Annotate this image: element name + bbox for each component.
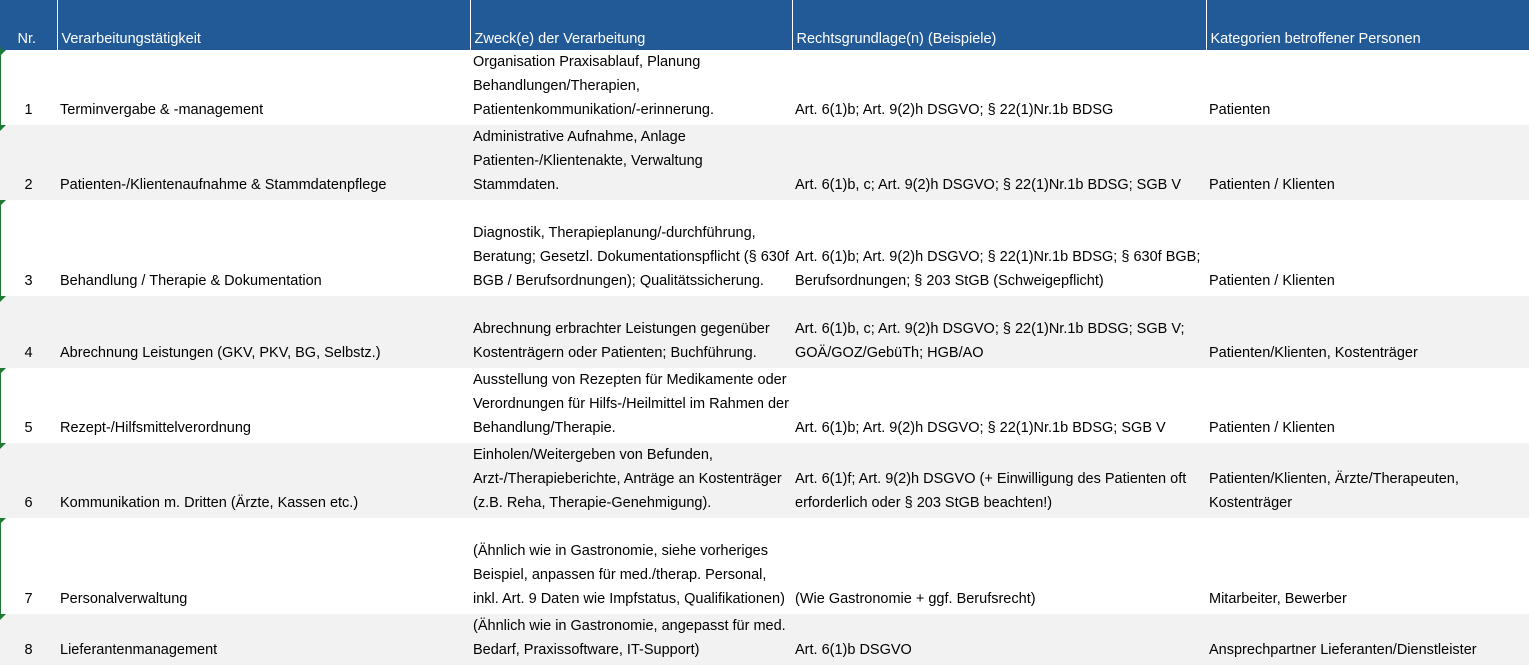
table-row <box>0 518 1529 614</box>
cell-purpose[interactable]: (Ähnlich wie in Gastronomie, angepasst für med. Bedarf, Praxissoftware, IT-Support) <box>470 614 792 665</box>
cell-activity[interactable]: Terminvergabe & -management <box>60 102 264 118</box>
header-persons[interactable]: Kategorien betroffener Personen <box>1206 0 1529 50</box>
cell-persons[interactable]: Mitarbeiter, Bewerber <box>1209 591 1347 607</box>
cell-legal[interactable]: Art. 6(1)f; Art. 9(2)h DSGVO (+ Einwilligung des Patienten oft erforderlich oder § 203 StGB beachten!) <box>792 443 1206 518</box>
table-row <box>0 614 1529 665</box>
cell-purpose[interactable]: Diagnostik, Therapieplanung/-durchführung, Beratung; Gesetzl. Dokumentationspflicht (§ 630f BGB / Berufsordnungen); Qualitätssicherung. <box>473 225 789 289</box>
cell-activity[interactable]: Abrechnung Leistungen (GKV, PKV, BG, Selbstz.) <box>57 296 470 368</box>
cell-nr[interactable]: 2 <box>0 125 57 200</box>
cell-nr[interactable]: 7 <box>0 518 57 614</box>
cell-purpose[interactable]: Einholen/Weitergeben von Befunden, Arzt-/Therapieberichte, Anträge an Kostenträger (z.B. Reha, Therapie-Genehmigung). <box>470 443 792 518</box>
cell-activity[interactable]: Rezept-/Hilfsmittelverordnung <box>60 420 251 436</box>
header-legal[interactable]: Rechtsgrundlage(n) (Beispiele) <box>792 0 1206 50</box>
table-row <box>0 296 1529 368</box>
cell-legal[interactable]: Art. 6(1)b; Art. 9(2)h DSGVO; § 22(1)Nr.1b BDSG; § 630f BGB; Berufsordnungen; § 203 StGB (Schweigepflicht) <box>795 249 1201 289</box>
cell-purpose[interactable]: Organisation Praxisablauf, Planung Behandlungen/Therapien, Patientenkommunikation/-erinnerung. <box>473 54 714 118</box>
cell-legal[interactable]: Art. 6(1)b DSGVO <box>792 614 1206 665</box>
cell-persons[interactable]: Patienten/Klienten, Kostenträger <box>1206 296 1529 368</box>
cell-nr[interactable]: 5 <box>0 368 57 443</box>
table-row <box>0 50 1529 125</box>
cell-legal[interactable]: Art. 6(1)b; Art. 9(2)h DSGVO; § 22(1)Nr.1b BDSG; SGB V <box>795 420 1166 436</box>
table-row <box>0 125 1529 200</box>
cell-activity[interactable]: Lieferantenmanagement <box>57 614 470 665</box>
header-nr[interactable]: Nr. <box>0 0 57 50</box>
cell-legal[interactable]: Art. 6(1)b, c; Art. 9(2)h DSGVO; § 22(1)Nr.1b BDSG; SGB V; GOÄ/GOZ/GebüTh; HGB/AO <box>792 296 1206 368</box>
table-row <box>0 368 1529 443</box>
cell-nr[interactable]: 6 <box>0 443 57 518</box>
cell-nr[interactable]: 3 <box>0 200 57 296</box>
cell-activity[interactable]: Personalverwaltung <box>60 591 188 607</box>
header-row <box>0 0 1529 50</box>
cell-persons[interactable]: Ansprechpartner Lieferanten/Dienstleister <box>1206 614 1529 665</box>
cell-activity[interactable]: Patienten-/Klientenaufnahme & Stammdatenpflege <box>57 125 470 200</box>
cell-legal[interactable]: Art. 6(1)b, c; Art. 9(2)h DSGVO; § 22(1)Nr.1b BDSG; SGB V <box>792 125 1206 200</box>
cell-purpose[interactable]: (Ähnlich wie in Gastronomie, siehe vorheriges Beispiel, anpassen für med./therap. Personal, inkl. Art. 9 Daten wie Impfstatus, Qualifikationen) <box>473 543 785 607</box>
cell-purpose[interactable]: Abrechnung erbrachter Leistungen gegenüber Kostenträgern oder Patienten; Buchführung. <box>470 296 792 368</box>
cell-purpose[interactable]: Administrative Aufnahme, Anlage Patienten-/Klientenakte, Verwaltung Stammdaten. <box>470 125 792 200</box>
cell-persons[interactable]: Patienten / Klienten <box>1206 125 1529 200</box>
header-purpose[interactable]: Zweck(e) der Verarbeitung <box>470 0 792 50</box>
cell-activity[interactable]: Behandlung / Therapie & Dokumentation <box>60 273 322 289</box>
cell-legal[interactable]: (Wie Gastronomie + ggf. Berufsrecht) <box>795 591 1036 607</box>
cell-persons[interactable]: Patienten / Klienten <box>1209 420 1335 436</box>
cell-persons[interactable]: Patienten/Klienten, Ärzte/Therapeuten, Kostenträger <box>1206 443 1529 518</box>
cell-nr[interactable]: 1 <box>0 50 57 125</box>
cell-persons[interactable]: Patienten / Klienten <box>1209 273 1335 289</box>
table-row <box>0 200 1529 296</box>
header-activity[interactable]: Verarbeitungstätigkeit <box>57 0 470 50</box>
cell-activity[interactable]: Kommunikation m. Dritten (Ärzte, Kassen etc.) <box>57 443 470 518</box>
cell-nr[interactable]: 8 <box>0 614 57 665</box>
cell-nr[interactable]: 4 <box>0 296 57 368</box>
table-row <box>0 443 1529 518</box>
cell-purpose[interactable]: Ausstellung von Rezepten für Medikamente oder Verordnungen für Hilfs-/Heilmittel im Rahmen der Behandlung/Therapie. <box>473 372 789 436</box>
cell-legal[interactable]: Art. 6(1)b; Art. 9(2)h DSGVO; § 22(1)Nr.1b BDSG <box>795 102 1114 118</box>
cell-persons[interactable]: Patienten <box>1209 102 1271 118</box>
